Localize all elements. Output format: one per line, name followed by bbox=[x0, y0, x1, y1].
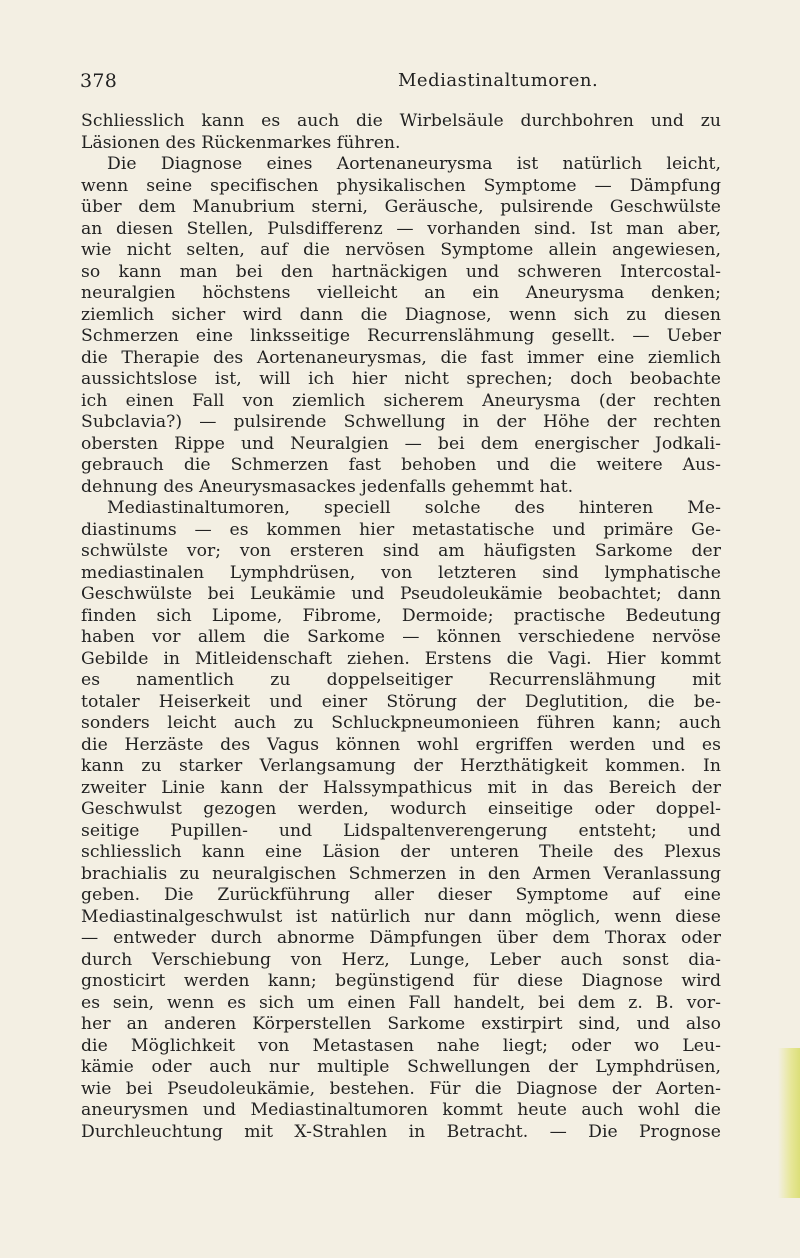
text-line: Mediastinaltumoren, speciell solche des hinteren Me- bbox=[107, 498, 721, 518]
text-line: kann zu starker Verlangsamung der Herzthätigkeit kommen. In bbox=[81, 756, 721, 776]
text-line: wenn seine specifischen physikalischen Symptome — Dämpfung bbox=[81, 175, 721, 196]
text-line: Durchleuchtung mit X-Strahlen in Betracht. — Die Prognose bbox=[81, 1121, 721, 1142]
text-line: brachialis zu neuralgischen Schmerzen in den Armen Veranlassung bbox=[81, 863, 721, 884]
text-line: haben vor allem die Sarkome — können verschiedene nervöse bbox=[81, 627, 721, 647]
text-line: geben. Die Zurückführung aller dieser Symptome auf eine bbox=[81, 885, 721, 905]
text-line: es sein, wenn es sich um einen Fall handelt, bei dem z. B. vor- bbox=[81, 992, 721, 1013]
text-line: die Herzäste des Vagus können wohl ergriffen werden und es bbox=[81, 734, 721, 755]
page-number: 378 bbox=[80, 70, 118, 92]
text-line: diastinums — es kommen hier metastatische und primäre Ge- bbox=[81, 519, 721, 540]
text-line: mediastinalen Lymphdrüsen, von letzteren sind lymphatische bbox=[81, 562, 721, 583]
text-line: Die Diagnose eines Aortenaneurysma ist natürlich leicht, bbox=[107, 154, 721, 174]
text-line: an diesen Stellen, Pulsdifferenz — vorhanden sind. Ist man aber, bbox=[81, 218, 721, 239]
text-line: neuralgien höchstens vielleicht an ein Aneurysma denken; bbox=[81, 283, 721, 303]
text-line: wie nicht selten, auf die nervösen Symptome allein angewiesen, bbox=[81, 240, 721, 260]
text-line: Geschwulst gezogen werden, wodurch einseitige oder doppel- bbox=[81, 799, 721, 819]
running-header bbox=[80, 70, 740, 94]
text-line: die Therapie des Aortenaneurysmas, die fast immer eine ziemlich bbox=[81, 347, 721, 368]
text-line: aneurysmen und Mediastinaltumoren kommt heute auch wohl die bbox=[81, 1100, 721, 1120]
text-line: — entweder durch abnorme Dämpfungen über dem Thorax oder bbox=[81, 928, 721, 948]
running-title: Mediastinaltumoren. bbox=[398, 70, 599, 91]
text-line: totaler Heiserkeit und einer Störung der Deglutition, die be- bbox=[81, 691, 721, 712]
text-line: Läsionen des Rückenmarkes führen. bbox=[81, 132, 401, 153]
text-line: wie bei Pseudoleukämie, bestehen. Für die Diagnose der Aorten- bbox=[81, 1078, 721, 1099]
text-line: durch Verschiebung von Herz, Lunge, Leber auch sonst dia- bbox=[81, 949, 721, 970]
text-line: gebrauch die Schmerzen fast behoben und die weitere Aus- bbox=[81, 455, 721, 475]
text-line: über dem Manubrium sterni, Geräusche, pulsirende Geschwülste bbox=[81, 197, 721, 217]
text-line: her an anderen Körperstellen Sarkome exstirpirt sind, und also bbox=[81, 1014, 721, 1034]
text-line: Mediastinalgeschwulst ist natürlich nur dann möglich, wenn diese bbox=[81, 906, 721, 927]
text-line: finden sich Lipome, Fibrome, Dermoide; practische Bedeutung bbox=[81, 605, 721, 626]
text-line: Gebilde in Mitleidenschaft ziehen. Erstens die Vagi. Hier kommt bbox=[81, 648, 721, 669]
text-line: aussichtslose ist, will ich hier nicht sprechen; doch beobachte bbox=[81, 369, 721, 389]
text-line: so kann man bei den hartnäckigen und schweren Intercostal- bbox=[81, 261, 721, 282]
body-text bbox=[81, 111, 721, 1143]
text-line: die Möglichkeit von Metastasen nahe liegt; oder wo Leu- bbox=[81, 1035, 721, 1056]
text-line: gnosticirt werden kann; begünstigend für diese Diagnose wird bbox=[81, 971, 721, 991]
text-line: sonders leicht auch zu Schluckpneumonieen führen kann; auch bbox=[81, 713, 721, 733]
text-line: Schmerzen eine linksseitige Recurrenslähmung gesellt. — Ueber bbox=[81, 326, 721, 346]
text-line: Schliesslich kann es auch die Wirbelsäule durchbohren und zu bbox=[81, 111, 721, 131]
page-edge-stain bbox=[778, 1048, 800, 1198]
text-line: ziemlich sicher wird dann die Diagnose, wenn sich zu diesen bbox=[81, 304, 721, 325]
text-line: kämie oder auch nur multiple Schwellungen der Lymphdrüsen, bbox=[81, 1057, 721, 1077]
text-line: Geschwülste bei Leukämie und Pseudoleukämie beobachtet; dann bbox=[81, 584, 721, 604]
text-line: ich einen Fall von ziemlich sicherem Aneurysma (der rechten bbox=[81, 390, 721, 411]
text-line: schwülste vor; von ersteren sind am häufigsten Sarkome der bbox=[81, 541, 721, 561]
text-line: obersten Rippe und Neuralgien — bei dem energischer Jodkali- bbox=[81, 433, 721, 454]
text-line: es namentlich zu doppelseitiger Recurrenslähmung mit bbox=[81, 670, 721, 690]
text-line: dehnung des Aneurysmasackes jedenfalls gehemmt hat. bbox=[81, 476, 574, 497]
text-line: zweiter Linie kann der Halssympathicus mit in das Bereich der bbox=[81, 777, 721, 798]
text-line: schliesslich kann eine Läsion der unteren Theile des Plexus bbox=[81, 842, 721, 862]
text-line: seitige Pupillen- und Lidspaltenverengerung entsteht; und bbox=[81, 820, 721, 841]
text-line: Subclavia?) — pulsirende Schwellung in der Höhe der rechten bbox=[81, 412, 721, 432]
